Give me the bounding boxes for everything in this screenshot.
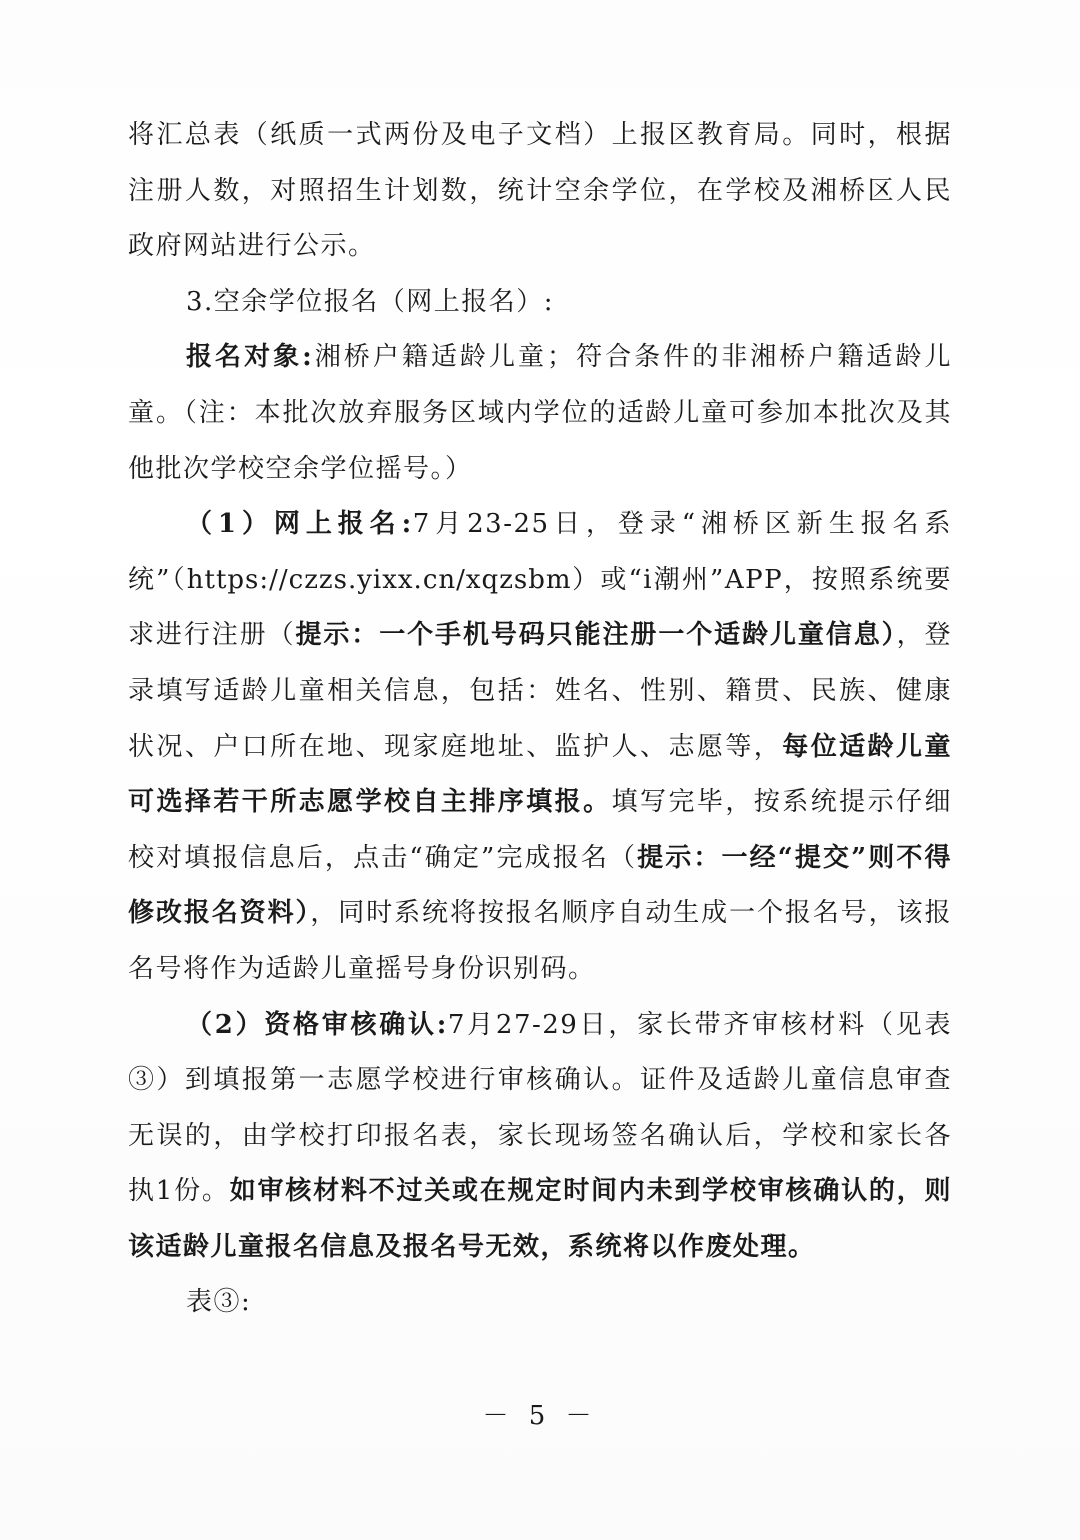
- paragraph-summary-report: [128, 108, 952, 275]
- tip-no-modification: 提示：一经“提交”则不得修改报名资料）: [128, 842, 952, 929]
- online-registration-text: ，同时系统将按报名顺序自动生成一个报名号，该报名号将作为适龄儿童摇号身份识别码。: [128, 898, 952, 984]
- qualification-review-label: （2）资格审核确认:: [186, 1009, 448, 1040]
- registration-url: https://czzs.yixx.cn/xqzsbm: [186, 564, 572, 595]
- online-registration-text: ，登录填写适龄儿童相关信息，包括：姓名、性别、籍贯、民族、健康状况、户口所在地、现家庭地址、监护人、志愿等，: [128, 620, 952, 762]
- tip-one-phone-one-child: 提示：一个手机号码只能注册一个适龄儿童信息）: [295, 620, 897, 651]
- online-registration-label: （1）网上报名:: [186, 509, 413, 540]
- paragraph-qualification-review: [128, 998, 952, 1276]
- eligibility-text: 湘桥户籍适龄儿童；符合条件的非湘桥户籍适龄儿童。（注：本批次放弃服务区域内学位的适龄儿童可参加本批次及其他批次学校空余学位摇号。）: [128, 342, 952, 484]
- section-heading-vacancy-registration: [128, 275, 952, 331]
- table-reference-label: [128, 1275, 952, 1331]
- paragraph-eligibility: [128, 330, 952, 497]
- online-registration-text: 填写完毕，按系统提示仔细校对填报信息后，点击“确定”完成报名（: [128, 787, 952, 873]
- invalidation-warning: 如审核材料不过关或在规定时间内未到学校审核确认的，则该适龄儿童报名信息及报名号无效，系统将以作废处理。: [128, 1176, 952, 1262]
- online-registration-text: ）或“i潮州”APP，按照系统要求进行注册（: [128, 564, 952, 651]
- document-body: [128, 108, 952, 1331]
- qualification-review-text: 7月27-29日，家长带齐审核材料（见表③）到填报第一志愿学校进行审核确认。证件及适龄儿童信息审查无误的，由学校打印报名表，家长现场签名确认后，学校和家长各执1份。: [128, 1009, 952, 1207]
- table-reference-text: 表③:: [186, 1287, 252, 1318]
- paragraph-text: 将汇总表（纸质一式两份及电子文档）上报区教育局。同时，根据注册人数，对照招生计划数，统计空余学位，在学校及湘桥区人民政府网站进行公示。: [128, 120, 952, 262]
- eligibility-label: 报名对象:: [186, 342, 314, 373]
- page-number: － 5 －: [482, 1401, 598, 1431]
- paragraph-online-registration: [128, 497, 952, 997]
- online-registration-text: 7月23-25日，登录“湘桥区新生报名系统”（: [128, 509, 952, 595]
- heading-text: 3.空余学位报名（网上报名）:: [186, 286, 555, 317]
- school-preference-note: 每位适龄儿童可选择若干所志愿学校自主排序填报。: [128, 731, 952, 818]
